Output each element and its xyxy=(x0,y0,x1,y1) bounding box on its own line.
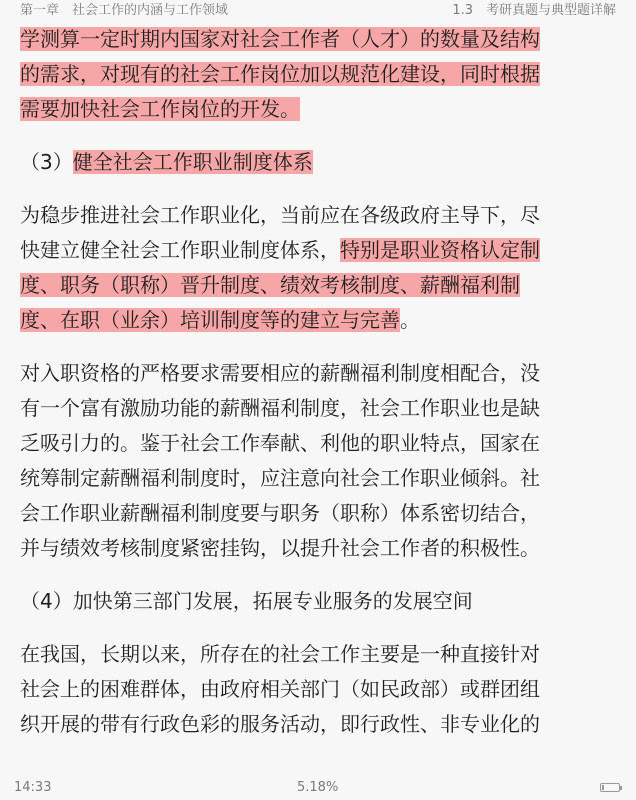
section-title: 1.3 考研真题与典型题详解 xyxy=(452,3,616,18)
subheading-4: （4）加快第三部门发展，拓展专业服务的发展空间 xyxy=(20,589,473,613)
text-line xyxy=(20,92,616,127)
text-line xyxy=(20,57,616,92)
reading-content xyxy=(20,22,616,742)
plain-text: 快建立健全社会工作职业制度体系， xyxy=(20,238,340,262)
text-line: 社会上的困难群体，由政府相关部门（如民政部）或群团组 xyxy=(20,677,540,701)
text-line: 织开展的带有行政色彩的服务活动，即行政性、非专业化的 xyxy=(20,712,540,736)
text-line xyxy=(20,268,616,303)
reader-header xyxy=(0,0,636,22)
text-line: 乏吸引力的。鉴于社会工作奉献、利他的职业特点，国家在 xyxy=(20,431,540,455)
highlighted-text: 学测算一定时期内国家对社会工作者（人才）的数量及结构 xyxy=(20,27,540,51)
text-line: 在我国，长期以来，所存在的社会工作主要是一种直接针对 xyxy=(20,642,540,666)
battery-level xyxy=(602,785,604,790)
paragraph-3 xyxy=(20,356,616,566)
paragraph-4 xyxy=(20,637,616,742)
clock-time: 14:33 xyxy=(14,780,52,795)
highlighted-text: 需要加快社会工作岗位的开发。 xyxy=(20,97,300,121)
highlighted-text: 健全社会工作职业制度体系 xyxy=(72,150,313,174)
plain-text: 。 xyxy=(400,308,420,332)
paragraph-2 xyxy=(20,198,616,338)
subheading-3 xyxy=(20,145,616,180)
text-line xyxy=(20,233,616,268)
battery-icon xyxy=(600,783,620,792)
text-line: 统筹制定薪酬福利制度时，应注意向社会工作职业倾斜。社 xyxy=(20,466,540,490)
highlighted-text: 度、在职（业余）培训制度等的建立与完善 xyxy=(20,308,400,332)
chapter-title: 第一章 社会工作的内涵与工作领域 xyxy=(20,3,229,18)
text-line: 并与绩效考核制度紧密挂钩，以提升社会工作者的积极性。 xyxy=(20,536,540,560)
text-line: 有一个富有激励功能的薪酬福利制度，社会工作职业也是缺 xyxy=(20,396,540,420)
text-line xyxy=(20,303,616,338)
text-line: 会工作职业薪酬福利制度要与职务（职称）体系密切结合， xyxy=(20,501,540,525)
highlighted-text: 特别是职业资格认定制 xyxy=(340,238,540,262)
subheading-number: （3） xyxy=(20,150,73,174)
reading-progress: 5.18% xyxy=(297,780,339,795)
paragraph-1 xyxy=(20,22,616,127)
reader-status-bar xyxy=(0,775,636,800)
text-line: 为稳步推进社会工作职业化，当前应在各级政府主导下，尽 xyxy=(20,203,540,227)
highlighted-text: 度、职务（职称）晋升制度、绩效考核制度、薪酬福利制 xyxy=(20,273,520,297)
text-line: 对入职资格的严格要求需要相应的薪酬福利制度相配合，没 xyxy=(20,361,540,385)
highlighted-text: 的需求，对现有的社会工作岗位加以规范化建设，同时根据 xyxy=(20,62,540,86)
text-line xyxy=(20,22,616,57)
